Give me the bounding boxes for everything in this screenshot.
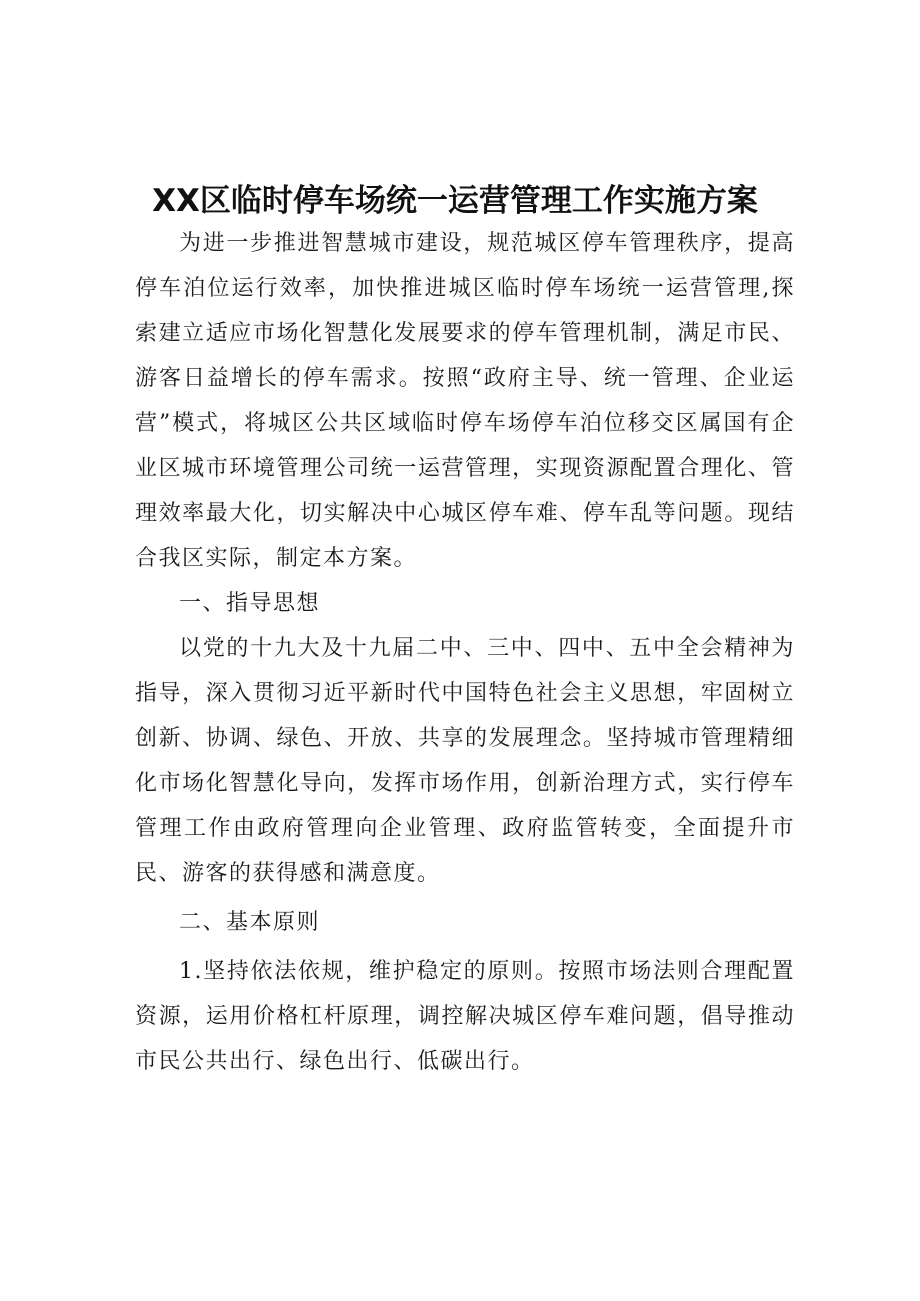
section-paragraph-guiding-ideology: 以党的十九大及十九届二中、三中、四中、五中全会精神为指导，深入贯彻习近平新时代中国特色社会主义思想，牢固树立创新、协调、绿色、开放、共享的发展理念。坚持城市管理精细化市场化智慧化导向，发挥市场作用，创新治理方式，实行停车管理工作由政府管理向企业管理、政府监管转变，全面提升市民、游客的获得感和满意度。 <box>135 636 795 886</box>
section-paragraph-basic-principles: 1.坚持依法依规，维护稳定的原则。按照市场法则合理配置资源，运用价格杠杆原理，调控解决城区停车难问题，倡导推动市民公共出行、绿色出行、低碳出行。 <box>135 959 795 1074</box>
section-heading-guiding-ideology: 一、指导思想 <box>179 591 321 616</box>
section-heading-basic-principles: 二、基本原则 <box>179 910 321 935</box>
intro-paragraph: 为进一步推进智慧城市建设，规范城区停车管理秩序，提高停车泊位运行效率，加快推进城区临时停车场统一运营管理,探索建立适应市场化智慧化发展要求的停车管理机制，满足市民、游客日益增长的停车需求。按照“政府主导、统一管理、企业运营”模式，将城区公共区域临时停车场停车泊位移交区属国有企业区城市环境管理公司统一运营管理，实现资源配置合理化、管理效率最大化，切实解决中心城区停车难、停车乱等问题。现结合我区实际，制定本方案。 <box>135 231 795 571</box>
document-body <box>135 221 795 1084</box>
document-title: XX区临时停车场统一运营管理工作实施方案 <box>152 183 758 219</box>
